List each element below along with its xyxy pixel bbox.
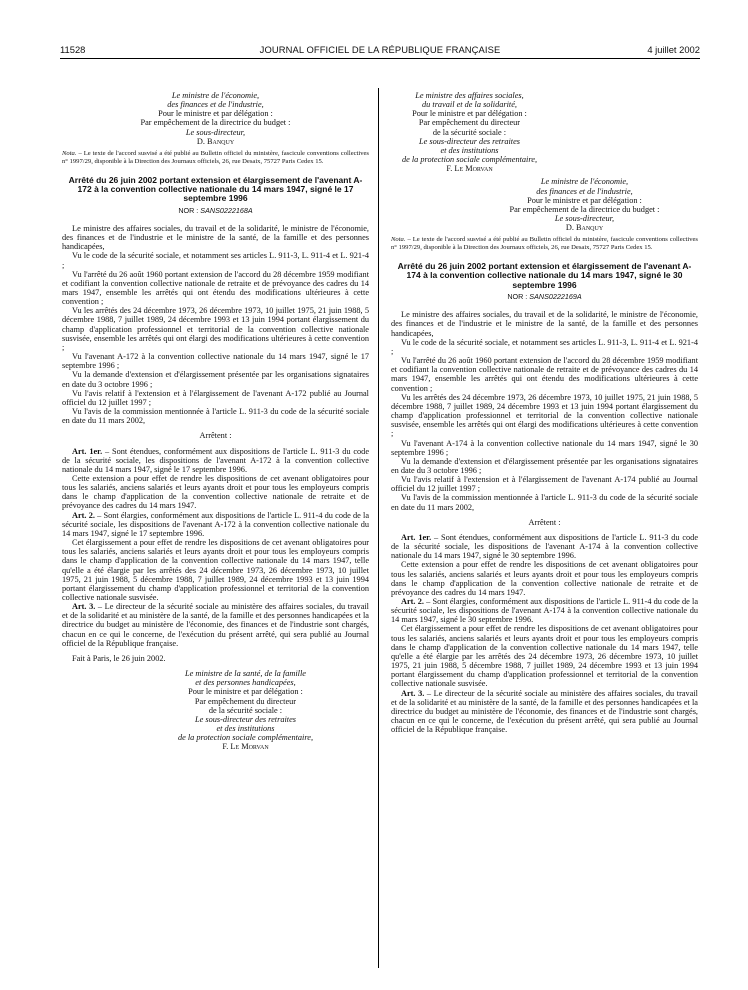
signature-line: Le ministre de l'économie, (171, 91, 260, 100)
article-label: Art. 2. (401, 597, 424, 606)
column-divider (378, 88, 379, 968)
paragraph: Cette extension a pour effet de rendre les dispositions de cet avenant obligatoires pour tous les salariés, anciens salariés et leurs ayants droit et pour tous les employeurs compris dans le champ d'application de la convention collective nationale de retraite et de prévoyance des cadres du 14 mars 1947. (391, 560, 698, 597)
article-text: – Sont élargies, conformément aux dispositions de l'article L. 911-4 du code de la sécurité sociale, les dispositions de l'avenant A-172 à la convention collective nationale du 14 mars 1947, signé le 17 septembre 1996. (62, 510, 370, 538)
paragraph: Cet élargissement a pour effet de rendre les dispositions de cet avenant obligatoires pour tous les salariés, anciens salariés et leurs ayants droit et pour tous les employeurs compris dans le champ d'application de la convention collective nationale du 14 mars 1947, telle qu'elle a été élargie par les arrêtés des 24 décembre 1973, 26 décembre 1973, 10 juillet 1975, 21 juin 1988, 5 décembre 1988, 7 juillet 1989, 24 décembre 1993 et 13 juin 1994 portant élargissement du champ d'application professionnel et territorial de la convention collective nationale susvisée. (62, 538, 369, 602)
signature-block (391, 91, 698, 173)
nor-reference (391, 292, 698, 301)
signature-line: Le ministre de l'économie, (540, 177, 629, 187)
signature-line: Le sous-directeur des retraites (418, 136, 520, 146)
article-text: – Sont élargies, conformément aux dispositions de l'article L. 911-4 du code de la sécurité sociale, les dispositions de l'avenant A-174 à la convention collective nationale du 14 mars 1947, signé le 30 septembre 1996. (391, 597, 699, 625)
nota (391, 236, 698, 252)
paragraph: Vu le code de la sécurité sociale, et notamment ses articles L. 911-3, L. 911-4 et L. 921-4 ; (391, 337, 698, 356)
nota-text: – Le texte de l'accord susvisé a été publié au Bulletin officiel du ministère, fascicule conventions collectives n° 1997/29, disponible à la Direction des Journaux officiels, 26, rue Desaix, 75727 Paris Cedex 15. (62, 149, 369, 165)
journal-title: JOURNAL OFFICIEL DE LA RÉPUBLIQUE FRANÇAISE (259, 44, 501, 55)
signature-line: du travail et de la solidarité, (422, 100, 517, 110)
article-1 (62, 447, 369, 474)
signatory-name: D. Banquy (565, 223, 604, 233)
issue-date: 4 juillet 2002 (647, 44, 700, 55)
fait-a-paris: Fait à Paris, le 26 juin 2002. (72, 653, 166, 663)
signature-line: Le sous-directeur, (554, 214, 615, 224)
signature-line: Pour le ministre et par délégation : (412, 109, 527, 119)
article-label: Art. 1er. (72, 446, 103, 456)
signature-line: Par empêchement du directeur (418, 118, 521, 128)
article-3 (391, 689, 698, 735)
page-number: 11528 (60, 44, 86, 55)
paragraph: Vu la demande d'extension et d'élargissement présentée par les organisations signataires en date du 3 octobre 1996 ; (62, 370, 369, 389)
signature-line: Le ministre des affaires sociales, (415, 91, 524, 100)
paragraph: Le ministre des affaires sociales, du travail et de la solidarité, le ministre de l'économie, des finances et de l'industrie et le ministre de la santé, de la famille et des personnes handicapées, (62, 223, 369, 252)
arrete-title: Arrêté du 26 juin 2002 portant extension et élargissement de l'avenant A-172 à la convention collective nationale du 14 mars 1947, signé le 17 septembre 1996 (68, 174, 363, 204)
signature-line: et des institutions (440, 145, 499, 155)
paragraph: Vu la demande d'extension et d'élargissement présentée par les organisations signataires en date du 3 octobre 1996 ; (391, 456, 698, 475)
signature-line: Par empêchement de la directrice du budget : (509, 204, 660, 214)
nor-label: NOR : (507, 292, 530, 302)
article-text: – Le directeur de la sécurité sociale au ministère des affaires sociales, du travail et de la solidarité et au ministère de la santé, de la famille et des personnes handicapées et la directrice du budget au ministère de l'économie, des finances et de l'industrie sont chargés, chacun en ce qui le concerne, de l'exécution du présent arrêté, qui sera publié au Journal officiel de la République française. (62, 602, 369, 648)
article-label: Art. 2. (72, 510, 95, 520)
nota-text: – Le texte de l'accord susvisé a été publié au Bulletin officiel du ministère, fascicule conventions collectives n° 1997/29, disponible à la Direction des Journaux officiels, 26, rue Desaix, 75727 Paris Cedex 15. (391, 236, 698, 252)
signature-line: et des institutions (216, 724, 275, 734)
paragraph: Vu l'avis de la commission mentionnée à l'article L. 911-3 du code de la sécurité sociale en date du 11 mars 2002, (62, 407, 369, 426)
article-text: – Le directeur de la sécurité sociale au ministère des affaires sociales, du travail et de la solidarité et au ministère de la santé, de la famille et des personnes handicapées et la directrice du budget au ministère de l'économie, des finances et de l'industrie sont chargés, chacun en ce qui le concerne, de l'exécution du présent arrêté, qui sera publié au Journal officiel de la République française. (391, 688, 698, 735)
paragraph: Vu les arrêtés des 24 décembre 1973, 26 décembre 1973, 10 juillet 1975, 21 juin 1988, 5 décembre 1988, 7 juillet 1989, 24 décembre 1993 et 13 juin 1994 portant élargissement du champ d'application professionnel et territorial de la convention collective nationale susvisée, ensemble les arrêtés qui ont élargi des modifications ultérieures à cette convention ; (62, 306, 369, 352)
signature-line: de la sécurité sociale : (208, 705, 283, 715)
signature-line: des finances et de l'industrie, (167, 100, 264, 110)
signature-line: Par empêchement du directeur (194, 696, 297, 706)
nota-label: Nota. (391, 236, 406, 244)
left-column (62, 91, 369, 752)
signature-line: Pour le ministre et par délégation : (158, 109, 273, 119)
arretent-heading: Arrêtent : (528, 517, 561, 527)
article-3 (62, 602, 369, 648)
paragraph: Vu l'avis relatif à l'extension et à l'élargissement de l'avenant A-172 publié au Journal officiel du 12 juillet 1997 ; (62, 388, 369, 407)
signature-line: et des personnes handicapées, (195, 678, 296, 688)
arrete-title: Arrêté du 26 juin 2002 portant extension et élargissement de l'avenant A-174 à la convention collective nationale du 14 mars 1947, signé le 30 septembre 1996 (397, 260, 692, 290)
article-text: – Sont étendues, conformément aux dispositions de l'article L. 911-3 du code de la sécurité sociale, les dispositions de l'avenant A-172 à la convention collective nationale du 14 mars 1947, signé le 17 septembre 1996. (62, 446, 370, 474)
paragraph: Vu l'avenant A-174 à la convention collective nationale du 14 mars 1947, signé le 30 septembre 1996 ; (391, 438, 698, 457)
nota (62, 150, 369, 166)
signatory-name: F. Le Morvan (222, 742, 269, 752)
nor-code: SANS0222168A (200, 205, 253, 215)
signature-line: de la sécurité sociale : (432, 127, 507, 137)
arretent-heading: Arrêtent : (199, 431, 232, 441)
paragraph: Vu les arrêtés des 24 décembre 1973, 26 décembre 1973, 10 juillet 1975, 21 juin 1988, 5 décembre 1988, 7 juillet 1989, 24 décembre 1993 et 13 juin 1994 portant élargissement du champ d'application professionnel et territorial de la convention collective nationale susvisée, ensemble les arrêtés qui ont élargi des modifications ultérieures à cette convention ; (391, 392, 698, 439)
article-label: Art. 1er. (401, 532, 432, 542)
paragraph: Vu l'arrêté du 26 août 1960 portant extension de l'accord du 28 décembre 1959 modifiant et codifiant la convention collective nationale de retraite et de prévoyance des cadres du 14 mars 1947, ensemble les arrêtés qui ont étendu des modifications ultérieures à cette convention ; (62, 269, 369, 307)
signatory-name: F. Le Morvan (446, 164, 493, 174)
paragraph: Cet élargissement a pour effet de rendre les dispositions de cet avenant obligatoires pour tous les salariés, anciens salariés et leurs ayants droit et pour tous les employeurs compris dans le champ d'application de la convention collective nationale du 14 mars 1947, telle qu'elle a été élargie par les arrêtés des 24 décembre 1973, 26 décembre 1973, 10 juillet 1975, 21 juin 1988, 5 décembre 1988, 7 juillet 1989, 24 décembre 1993 et 13 juin 1994 portant élargissement du champ d'application professionnel et territorial de la convention collective nationale susvisée. (391, 624, 698, 689)
signature-block (62, 91, 369, 146)
signature-line: Par empêchement de la directrice du budget : (140, 118, 291, 128)
signature-line: de la protection sociale complémentaire, (177, 733, 314, 743)
signature-block (391, 177, 698, 232)
paragraph: Cette extension a pour effet de rendre les dispositions de cet avenant obligatoires pour tous les salariés, anciens salariés et leurs ayants droit et pour tous les employeurs compris dans le champ d'application de la convention collective nationale de retraite et de prévoyance des cadres du 14 mars 1947. (62, 473, 369, 511)
signatory-name: D. Banquy (196, 136, 235, 146)
signature-line: Le sous-directeur, (185, 127, 246, 137)
article-label: Art. 3. (401, 688, 425, 698)
nor-code: SANS0222169A (529, 292, 582, 302)
article-1 (391, 533, 698, 560)
signature-line: Le sous-directeur des retraites (194, 714, 296, 724)
article-2 (62, 511, 369, 538)
paragraph: Vu le code de la sécurité sociale, et notamment ses articles L. 911-3, L. 911-4 et L. 921-4 ; (62, 251, 369, 270)
paragraph: Vu l'avis de la commission mentionnée à l'article L. 911-3 du code de la sécurité sociale en date du 11 mars 2002, (391, 493, 698, 512)
nor-label: NOR : (178, 205, 201, 215)
paragraph: Vu l'avis relatif à l'extension et à l'élargissement de l'avenant A-174 publié au Journal officiel du 12 juillet 1997 ; (391, 475, 698, 494)
signature-block (62, 669, 369, 751)
nor-reference (62, 206, 369, 215)
paragraph: Vu l'arrêté du 26 août 1960 portant extension de l'accord du 28 décembre 1959 modifiant et codifiant la convention collective nationale de retraite et de prévoyance des cadres du 14 mars 1947, ensemble les arrêtés qui ont étendu des modifications ultérieures à cette convention ; (391, 356, 698, 393)
paragraph: Vu l'avenant A-172 à la convention collective nationale du 14 mars 1947, signé le 17 septembre 1996 ; (62, 352, 369, 371)
article-text: – Sont étendues, conformément aux dispositions de l'article L. 911-3 du code de la sécurité sociale, les dispositions de l'avenant A-174 à la convention collective nationale du 14 mars 1947, signé le 30 septembre 1996. (391, 532, 699, 561)
article-2 (391, 597, 698, 624)
signature-line: Pour le ministre et par délégation : (188, 687, 303, 697)
signature-line: Pour le ministre et par délégation : (527, 195, 642, 205)
paragraph: Le ministre des affaires sociales, du travail et de la solidarité, le ministre de l'économie, des finances et de l'industrie et le ministre de la santé, de la famille et des personnes handicapées, (391, 310, 698, 338)
signature-line: Le ministre de la santé, de la famille (185, 669, 306, 679)
signature-line: de la protection sociale complémentaire, (401, 155, 538, 165)
header-rule (60, 58, 700, 59)
nota-label: Nota. (62, 149, 77, 157)
article-label: Art. 3. (72, 602, 96, 612)
right-column (391, 91, 698, 734)
signature-line: des finances et de l'industrie, (536, 186, 633, 196)
